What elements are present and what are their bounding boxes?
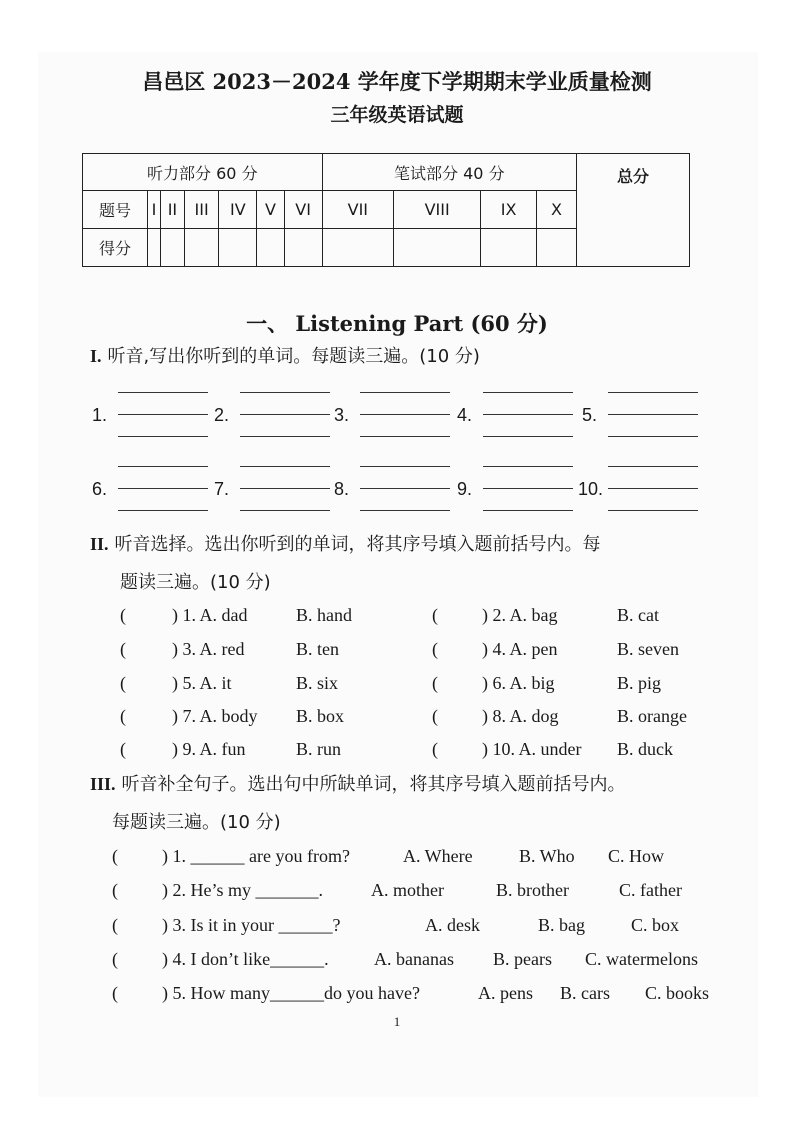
answer-bracket[interactable]: ( bbox=[120, 605, 126, 625]
score-cell[interactable] bbox=[184, 229, 219, 267]
option-b: B. cat bbox=[617, 605, 659, 625]
listening-header: 听力部分 60 分 bbox=[83, 154, 323, 191]
roman-numeral: VIII bbox=[394, 191, 481, 229]
option-c: C. books bbox=[645, 983, 710, 1003]
answer-blank[interactable] bbox=[214, 460, 330, 518]
answer-blank[interactable] bbox=[457, 460, 573, 518]
answer-bracket[interactable]: ( bbox=[112, 983, 118, 1003]
q2-heading bbox=[90, 530, 601, 556]
write-line bbox=[483, 488, 573, 489]
blank-number: 5. bbox=[582, 405, 598, 425]
score-cell[interactable] bbox=[219, 229, 257, 267]
answer-bracket[interactable]: ( bbox=[112, 915, 118, 935]
option-b: B. pig bbox=[617, 673, 662, 693]
exam-title: 昌邑区 2023－2024 学年度下学期期末学业质量检测 bbox=[142, 69, 652, 94]
roman-numeral: III bbox=[184, 191, 219, 229]
write-line bbox=[608, 414, 698, 415]
write-line bbox=[360, 510, 450, 511]
option-a: A. pens bbox=[478, 983, 533, 1003]
blank-number: 8. bbox=[334, 479, 350, 499]
option-b: B. seven bbox=[617, 639, 679, 659]
write-line bbox=[118, 392, 208, 393]
option-a: ) 6. A. big bbox=[482, 673, 555, 693]
option-b: B. bag bbox=[538, 915, 585, 935]
score-label: 得分 bbox=[83, 229, 148, 267]
roman-numeral: I bbox=[148, 191, 161, 229]
blank-number: 7. bbox=[214, 479, 230, 499]
option-b: B. ten bbox=[296, 639, 339, 659]
option-a-text: 9. A. fun bbox=[182, 739, 246, 759]
exam-subtitle: 三年级英语试题 bbox=[330, 104, 464, 126]
option-b: B. cars bbox=[560, 983, 610, 1003]
blank-number: 2. bbox=[214, 405, 230, 425]
answer-blank[interactable] bbox=[334, 386, 450, 444]
answer-blank[interactable] bbox=[578, 460, 698, 518]
option-a: ) 10. A. under bbox=[482, 739, 582, 759]
write-line bbox=[240, 466, 330, 467]
write-line bbox=[240, 510, 330, 511]
question-stem: ) 4. I don’t like______. bbox=[162, 949, 329, 969]
write-line bbox=[118, 510, 208, 511]
answer-blank[interactable] bbox=[92, 460, 208, 518]
answer-bracket[interactable]: ( bbox=[112, 949, 118, 969]
option-a: ) 2. A. bag bbox=[482, 605, 558, 625]
q3-instructions-cont: 每题读三遍。(10 分) bbox=[112, 812, 281, 833]
q3-instructions: 听音补全句子。选出句中所缺单词，将其序号填入题前括号内。 bbox=[121, 774, 626, 795]
question-stem: ) 5. How many______do you have? bbox=[162, 983, 420, 1003]
write-line bbox=[483, 414, 573, 415]
option-a: ) 3. A. red bbox=[172, 639, 245, 659]
question-number-label: 题号 bbox=[83, 191, 148, 229]
option-b: B. Who bbox=[519, 846, 575, 866]
option-a: A. Where bbox=[403, 846, 473, 866]
q1-heading bbox=[90, 342, 480, 368]
option-c: C. How bbox=[608, 846, 665, 866]
option-a-text: 10. A. under bbox=[492, 739, 582, 759]
option-a: A. mother bbox=[371, 880, 444, 900]
option-c: C. watermelons bbox=[585, 949, 698, 969]
option-b: B. hand bbox=[296, 605, 352, 625]
option-a: ) 7. A. body bbox=[172, 706, 258, 726]
option-a: A. bananas bbox=[374, 949, 454, 969]
answer-bracket[interactable]: ( bbox=[432, 605, 438, 625]
score-cell[interactable] bbox=[536, 229, 576, 267]
answer-bracket[interactable]: ( bbox=[120, 739, 126, 759]
question-stem: ) 3. Is it in your ______? bbox=[162, 915, 341, 935]
blank-number: 6. bbox=[92, 479, 108, 499]
roman-numeral: II bbox=[161, 191, 185, 229]
write-line bbox=[360, 436, 450, 437]
blank-number: 3. bbox=[334, 405, 350, 425]
roman-numeral: IV bbox=[219, 191, 257, 229]
score-cell[interactable] bbox=[284, 229, 322, 267]
q2-instructions: 听音选择。选出你听到的单词，将其序号填入题前括号内。每 bbox=[114, 534, 601, 555]
score-table bbox=[82, 153, 690, 267]
q3-heading bbox=[90, 770, 626, 796]
answer-bracket[interactable]: ( bbox=[432, 673, 438, 693]
blank-number: 1. bbox=[92, 405, 108, 425]
write-line bbox=[608, 510, 698, 511]
option-c: C. father bbox=[619, 880, 682, 900]
answer-bracket[interactable]: ( bbox=[432, 706, 438, 726]
answer-bracket[interactable]: ( bbox=[432, 639, 438, 659]
option-b: B. brother bbox=[496, 880, 569, 900]
write-line bbox=[118, 488, 208, 489]
roman-numeral: V bbox=[257, 191, 284, 229]
roman-numeral: X bbox=[536, 191, 576, 229]
write-line bbox=[118, 436, 208, 437]
option-a-text: 3. A. red bbox=[182, 639, 245, 659]
option-a-text: 4. A. pen bbox=[492, 639, 558, 659]
option-a: ) 9. A. fun bbox=[172, 739, 246, 759]
write-line bbox=[608, 436, 698, 437]
answer-bracket[interactable]: ( bbox=[112, 846, 118, 866]
write-line bbox=[118, 414, 208, 415]
q1-instructions: 听音,写出你听到的单词。每题读三遍。(10 分) bbox=[107, 346, 480, 367]
write-line bbox=[360, 488, 450, 489]
write-line bbox=[360, 466, 450, 467]
option-b: B. duck bbox=[617, 739, 673, 759]
option-a: ) 1. A. dad bbox=[172, 605, 248, 625]
answer-blank[interactable] bbox=[92, 386, 208, 444]
option-b: B. box bbox=[296, 706, 345, 726]
option-a: A. desk bbox=[425, 915, 480, 935]
answer-bracket[interactable]: ( bbox=[120, 639, 126, 659]
write-line bbox=[608, 392, 698, 393]
q2-roman: II. bbox=[90, 534, 109, 554]
write-line bbox=[360, 392, 450, 393]
option-b: B. orange bbox=[617, 706, 687, 726]
write-line bbox=[483, 436, 573, 437]
option-a-text: 8. A. dog bbox=[492, 706, 559, 726]
write-line bbox=[240, 436, 330, 437]
score-cell[interactable] bbox=[481, 229, 537, 267]
answer-blank[interactable] bbox=[214, 386, 330, 444]
option-a-text: 6. A. big bbox=[492, 673, 555, 693]
blank-number: 4. bbox=[457, 405, 473, 425]
page-number: 1 bbox=[393, 1014, 401, 1029]
option-a: ) 8. A. dog bbox=[482, 706, 559, 726]
score-cell[interactable] bbox=[394, 229, 481, 267]
question-stem: ) 1. ______ are you from? bbox=[162, 846, 350, 866]
write-line bbox=[240, 414, 330, 415]
roman-numeral: VII bbox=[322, 191, 393, 229]
question-stem: ) 2. He’s my _______. bbox=[162, 880, 323, 900]
answer-blank[interactable] bbox=[582, 386, 698, 444]
score-cell[interactable] bbox=[257, 229, 284, 267]
blank-number: 9. bbox=[457, 479, 473, 499]
option-a: ) 5. A. it bbox=[172, 673, 232, 693]
answer-blank[interactable] bbox=[457, 386, 573, 444]
writing-header: 笔试部分 40 分 bbox=[322, 154, 576, 191]
write-line bbox=[483, 510, 573, 511]
answer-bracket[interactable]: ( bbox=[112, 880, 118, 900]
write-line bbox=[608, 488, 698, 489]
option-a-text: 7. A. body bbox=[182, 706, 258, 726]
write-line bbox=[360, 414, 450, 415]
q1-roman: I. bbox=[90, 346, 102, 366]
write-line bbox=[608, 466, 698, 467]
score-cell[interactable] bbox=[161, 229, 185, 267]
option-a-text: 5. A. it bbox=[182, 673, 232, 693]
q3-roman: III. bbox=[90, 774, 116, 794]
blank-number: 10. bbox=[578, 479, 604, 499]
option-a-text: 2. A. bag bbox=[492, 605, 558, 625]
option-a: ) 4. A. pen bbox=[482, 639, 558, 659]
total-score-cell[interactable]: 总分 bbox=[577, 154, 690, 267]
answer-bracket[interactable]: ( bbox=[432, 739, 438, 759]
option-a-text: 1. A. dad bbox=[182, 605, 248, 625]
answer-blank[interactable] bbox=[334, 460, 450, 518]
score-cell[interactable] bbox=[322, 229, 393, 267]
section-heading: 一、 Listening Part (60 分) bbox=[246, 311, 548, 336]
roman-numeral: IX bbox=[481, 191, 537, 229]
answer-bracket[interactable]: ( bbox=[120, 706, 126, 726]
write-line bbox=[240, 392, 330, 393]
roman-numeral: VI bbox=[284, 191, 322, 229]
option-b: B. six bbox=[296, 673, 339, 693]
write-line bbox=[483, 466, 573, 467]
q2-instructions-cont: 题读三遍。(10 分) bbox=[120, 572, 271, 593]
option-b: B. run bbox=[296, 739, 341, 759]
option-c: C. box bbox=[631, 915, 680, 935]
answer-bracket[interactable]: ( bbox=[120, 673, 126, 693]
score-cell[interactable] bbox=[148, 229, 161, 267]
write-line bbox=[240, 488, 330, 489]
write-line bbox=[483, 392, 573, 393]
option-b: B. pears bbox=[493, 949, 552, 969]
write-line bbox=[118, 466, 208, 467]
